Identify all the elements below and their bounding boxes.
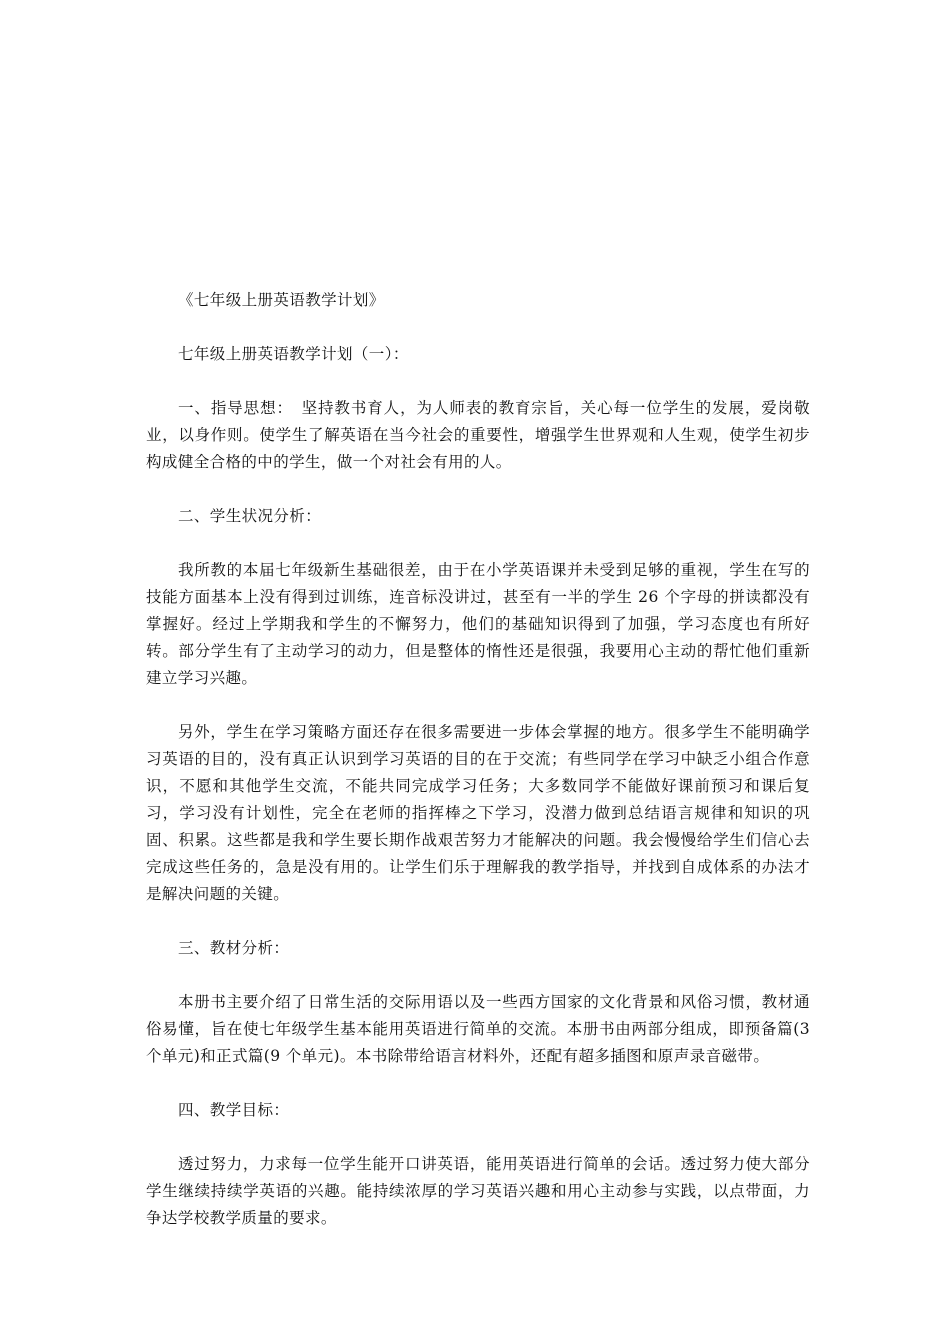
- section-teaching-goals-heading: 四、教学目标：: [178, 1101, 290, 1119]
- textbook-analysis-paragraph: 本册书主要介绍了日常生活的交际用语以及一些西方国家的文化背景和风俗习惯，教材通俗易懂，旨在使七年级学生基本能用英语进行简单的交流。本册书由两部分组成，即预备篇(3 个单元)和正式篇(9 个单元)。本书除带给语言材料外，还配有超多插图和原声录音磁带。: [146, 993, 810, 1065]
- document-subtitle: 七年级上册英语教学计划（一）：: [178, 345, 409, 363]
- document-title: 《七年级上册英语教学计划》: [178, 291, 385, 309]
- section-student-analysis-heading: 二、学生状况分析：: [178, 507, 322, 525]
- section-textbook-analysis-heading: 三、教材分析：: [178, 939, 290, 957]
- section-guiding-ideology: 一、指导思想： 坚持教书育人，为人师表的教育宗旨，关心每一位学生的发展，爱岗敬业，以身作则。使学生了解英语在当今社会的重要性，增强学生世界观和人生观，使学生初步构成健全合格的中的学生，做一个对社会有用的人。: [146, 399, 810, 471]
- student-analysis-paragraph-1: 我所教的本届七年级新生基础很差，由于在小学英语课并未受到足够的重视，学生在写的技能方面基本上没有得到过训练，连音标没讲过，甚至有一半的学生 26 个字母的拼读都没有掌握好。经过上学期我和学生的不懈努力，他们的基础知识得到了加强，学习态度也有所好转。部分学生有了主动学习的动力，但是整体的惰性还是很强，我要用心主动的帮忙他们重新建立学习兴趣。: [146, 561, 810, 687]
- student-analysis-paragraph-2: 另外，学生在学习策略方面还存在很多需要进一步体会掌握的地方。很多学生不能明确学习英语的目的，没有真正认识到学习英语的目的在于交流；有些同学在学习中缺乏小组合作意识，不愿和其他学生交流，不能共同完成学习任务；大多数同学不能做好课前预习和课后复习，学习没有计划性，完全在老师的指挥棒之下学习，没潜力做到总结语言规律和知识的巩固、积累。这些都是我和学生要长期作战艰苦努力才能解决的问题。我会慢慢给学生们信心去完成这些任务的，急是没有用的。让学生们乐于理解我的教学指导，并找到自成体系的办法才是解决问题的关键。: [146, 723, 810, 903]
- document-body: [146, 287, 810, 1232]
- teaching-goals-paragraph: 透过努力，力求每一位学生能开口讲英语，能用英语进行简单的会话。透过努力使大部分学生继续持续学英语的兴趣。能持续浓厚的学习英语兴趣和用心主动参与实践，以点带面，力争达学校教学质量的要求。: [146, 1155, 810, 1227]
